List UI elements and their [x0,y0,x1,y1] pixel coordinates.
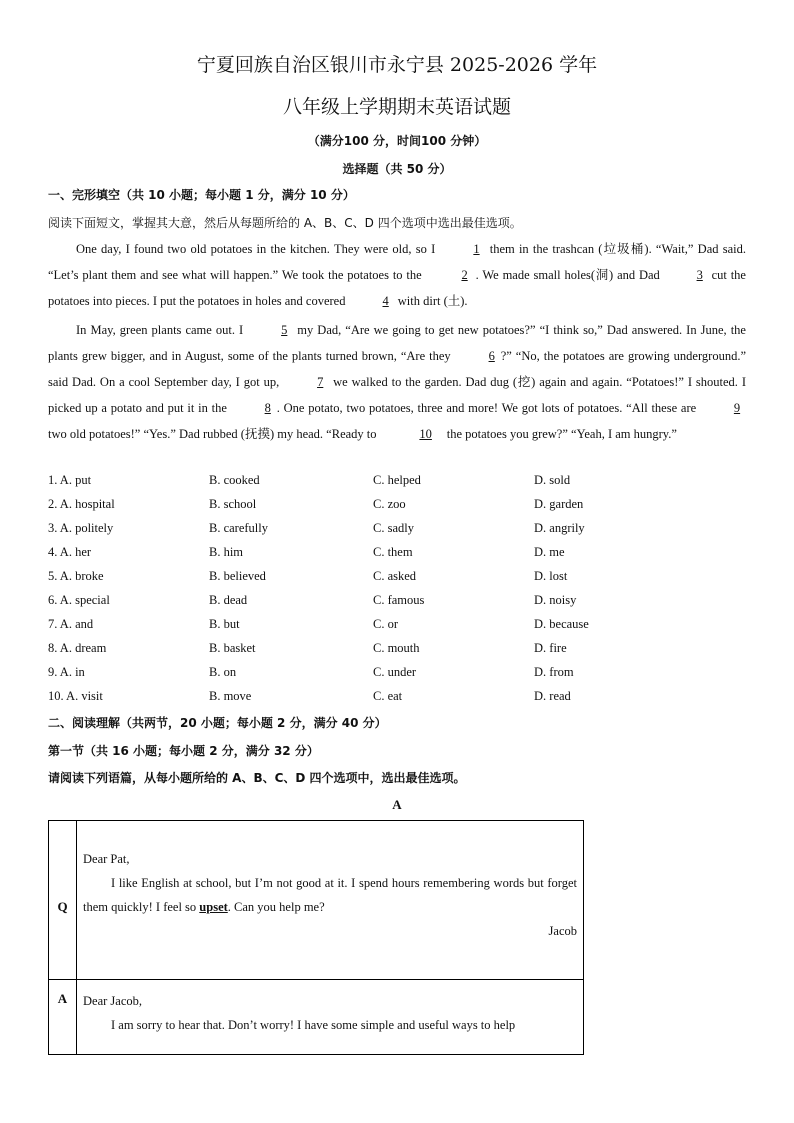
passage-letter: A [392,797,402,812]
option-b: B. basket [209,641,256,655]
blank-4: 4 [382,294,389,308]
question-body [83,871,577,919]
answer-label: A [57,991,68,1006]
answer-greeting: Dear Jacob, [83,994,142,1008]
blank-2: 2 [461,268,468,282]
option-b: B. carefully [209,521,269,535]
option-d: D. angrily [534,521,585,535]
option-a: 5. A. broke [48,569,104,583]
question-greeting: Dear Pat, [83,852,130,866]
p2-text-c: ?” “No, the potatoes are growing underground.” said Dad. On a cool September day, I got up, [48,349,746,389]
p1-text-b: them in the trashcan (垃圾桶). “Wait,” Dad said. “Let’s plant them and see what will happen.” We took the potatoes to the [48,242,747,282]
option-a: 1. A. put [48,473,92,487]
option-a: 6. A. special [48,593,110,607]
blank-7: 7 [317,375,324,389]
option-b: B. him [209,545,244,559]
question-signature: Jacob [548,924,577,938]
option-b: B. dead [209,593,248,607]
table-divider [49,979,583,980]
question-body-text: I like English at school, but I’m not good at it. I spend hours remembering words but forget them quickly! I feel so [83,876,577,914]
p1-text-d: cut the potatoes into pieces. I put the potatoes in holes and covered [48,268,746,308]
option-c: C. sadly [373,521,414,535]
option-a: 3. A. politely [48,521,114,535]
choice-section-title: 选择题（共 50 分） [342,162,452,176]
table-divider [76,821,77,1054]
option-d: D. noisy [534,593,577,607]
p2-text-g: the potatoes you grew?” “Yeah, I am hungry.” [443,427,677,441]
option-c: C. zoo [373,497,406,511]
exam-title-line2: 八年级上学期期末英语试题 [282,96,511,118]
p2-text-a: In May, green plants came out. I [76,323,248,337]
reading-heading: 二、阅读理解（共两节，20 小题；每小题 2 分，满分 40 分） [48,716,387,730]
question-letter [83,847,577,943]
blank-9: 9 [733,401,741,415]
option-d: D. read [534,689,571,703]
option-d: D. because [534,617,589,631]
cloze-heading: 一、完形填空（共 10 小题；每小题 1 分，满分 10 分） [48,188,355,202]
p2-text-f: two old potatoes!” “Yes.” Dad rubbed (抚摸) my head. “Ready to [48,427,380,441]
qa-table [48,820,584,1055]
p1-text-c: . We made small holes(洞) and Dad [475,268,664,282]
p2-text-d: we walked to the garden. Dad dug (挖) again and again. “Potatoes!” I shouted. I picked up a potato and put it in the [48,375,746,415]
blank-8: 8 [264,401,271,415]
option-c: C. them [373,545,413,559]
option-c: C. asked [373,569,417,583]
option-c: C. under [373,665,417,679]
option-d: D. sold [534,473,571,487]
reading-section-1-heading: 第一节（共 16 小题；每小题 2 分，满分 32 分） [48,744,319,758]
blank-3: 3 [696,268,703,282]
p1-text-e: with dirt (土). [394,294,468,308]
p1-text-a: One day, I found two old potatoes in the kitchen. They were old, so I [76,242,440,256]
p2-text-b: my Dad, “Are we going to get new potatoes?” “I think so,” Dad answered. In June, the plants grew bigger, and in August, some of the plants turned brown, “Are they [48,323,746,363]
cloze-paragraph-2 [48,317,746,447]
option-b: B. move [209,689,252,703]
option-a: 7. A. and [48,617,94,631]
option-b: B. cooked [209,473,260,487]
option-d: D. from [534,665,574,679]
option-c: C. famous [373,593,425,607]
option-a: 4. A. her [48,545,92,559]
p2-text-e: . One potato, two potatoes, three and more! We got lots of potatoes. “All these are [276,401,700,415]
option-a: 8. A. dream [48,641,107,655]
option-b: B. on [209,665,237,679]
option-b: B. believed [209,569,266,583]
cloze-paragraph-1 [48,236,746,314]
option-a: 9. A. in [48,665,85,679]
option-d: D. me [534,545,565,559]
option-c: C. mouth [373,641,420,655]
question-body-end: . Can you help me? [227,900,325,914]
option-b: B. school [209,497,257,511]
option-d: D. garden [534,497,584,511]
option-d: D. lost [534,569,568,583]
blank-6: 6 [488,349,495,363]
option-c: C. or [373,617,398,631]
option-a: 2. A. hospital [48,497,115,511]
option-c: C. helped [373,473,421,487]
question-label: Q [57,899,68,914]
answer-body: I am sorry to hear that. Don’t worry! I have some simple and useful ways to help [111,1018,516,1032]
option-c: C. eat [373,689,403,703]
reading-instruction: 请阅读下列语篇，从每小题所给的 A、B、C、D 四个选项中，选出最佳选项。 [48,771,466,785]
option-a: 10. A. visit [48,689,103,703]
exam-title-line1: 宁夏回族自治区银川市永宁县 2025-2026 学年 [196,54,598,76]
option-d: D. fire [534,641,567,655]
blank-5: 5 [281,323,288,337]
answer-letter [83,989,577,1037]
cloze-instruction: 阅读下面短文，掌握其大意，然后从每题所给的 A、B、C、D 四个选项中选出最佳选项。 [48,216,522,230]
blank-10: 10 [419,427,432,441]
blank-1: 1 [473,242,480,256]
score-time-note: （满分100 分，时间100 分钟） [307,134,487,148]
underlined-word: upset [199,900,228,914]
option-b: B. but [209,617,240,631]
